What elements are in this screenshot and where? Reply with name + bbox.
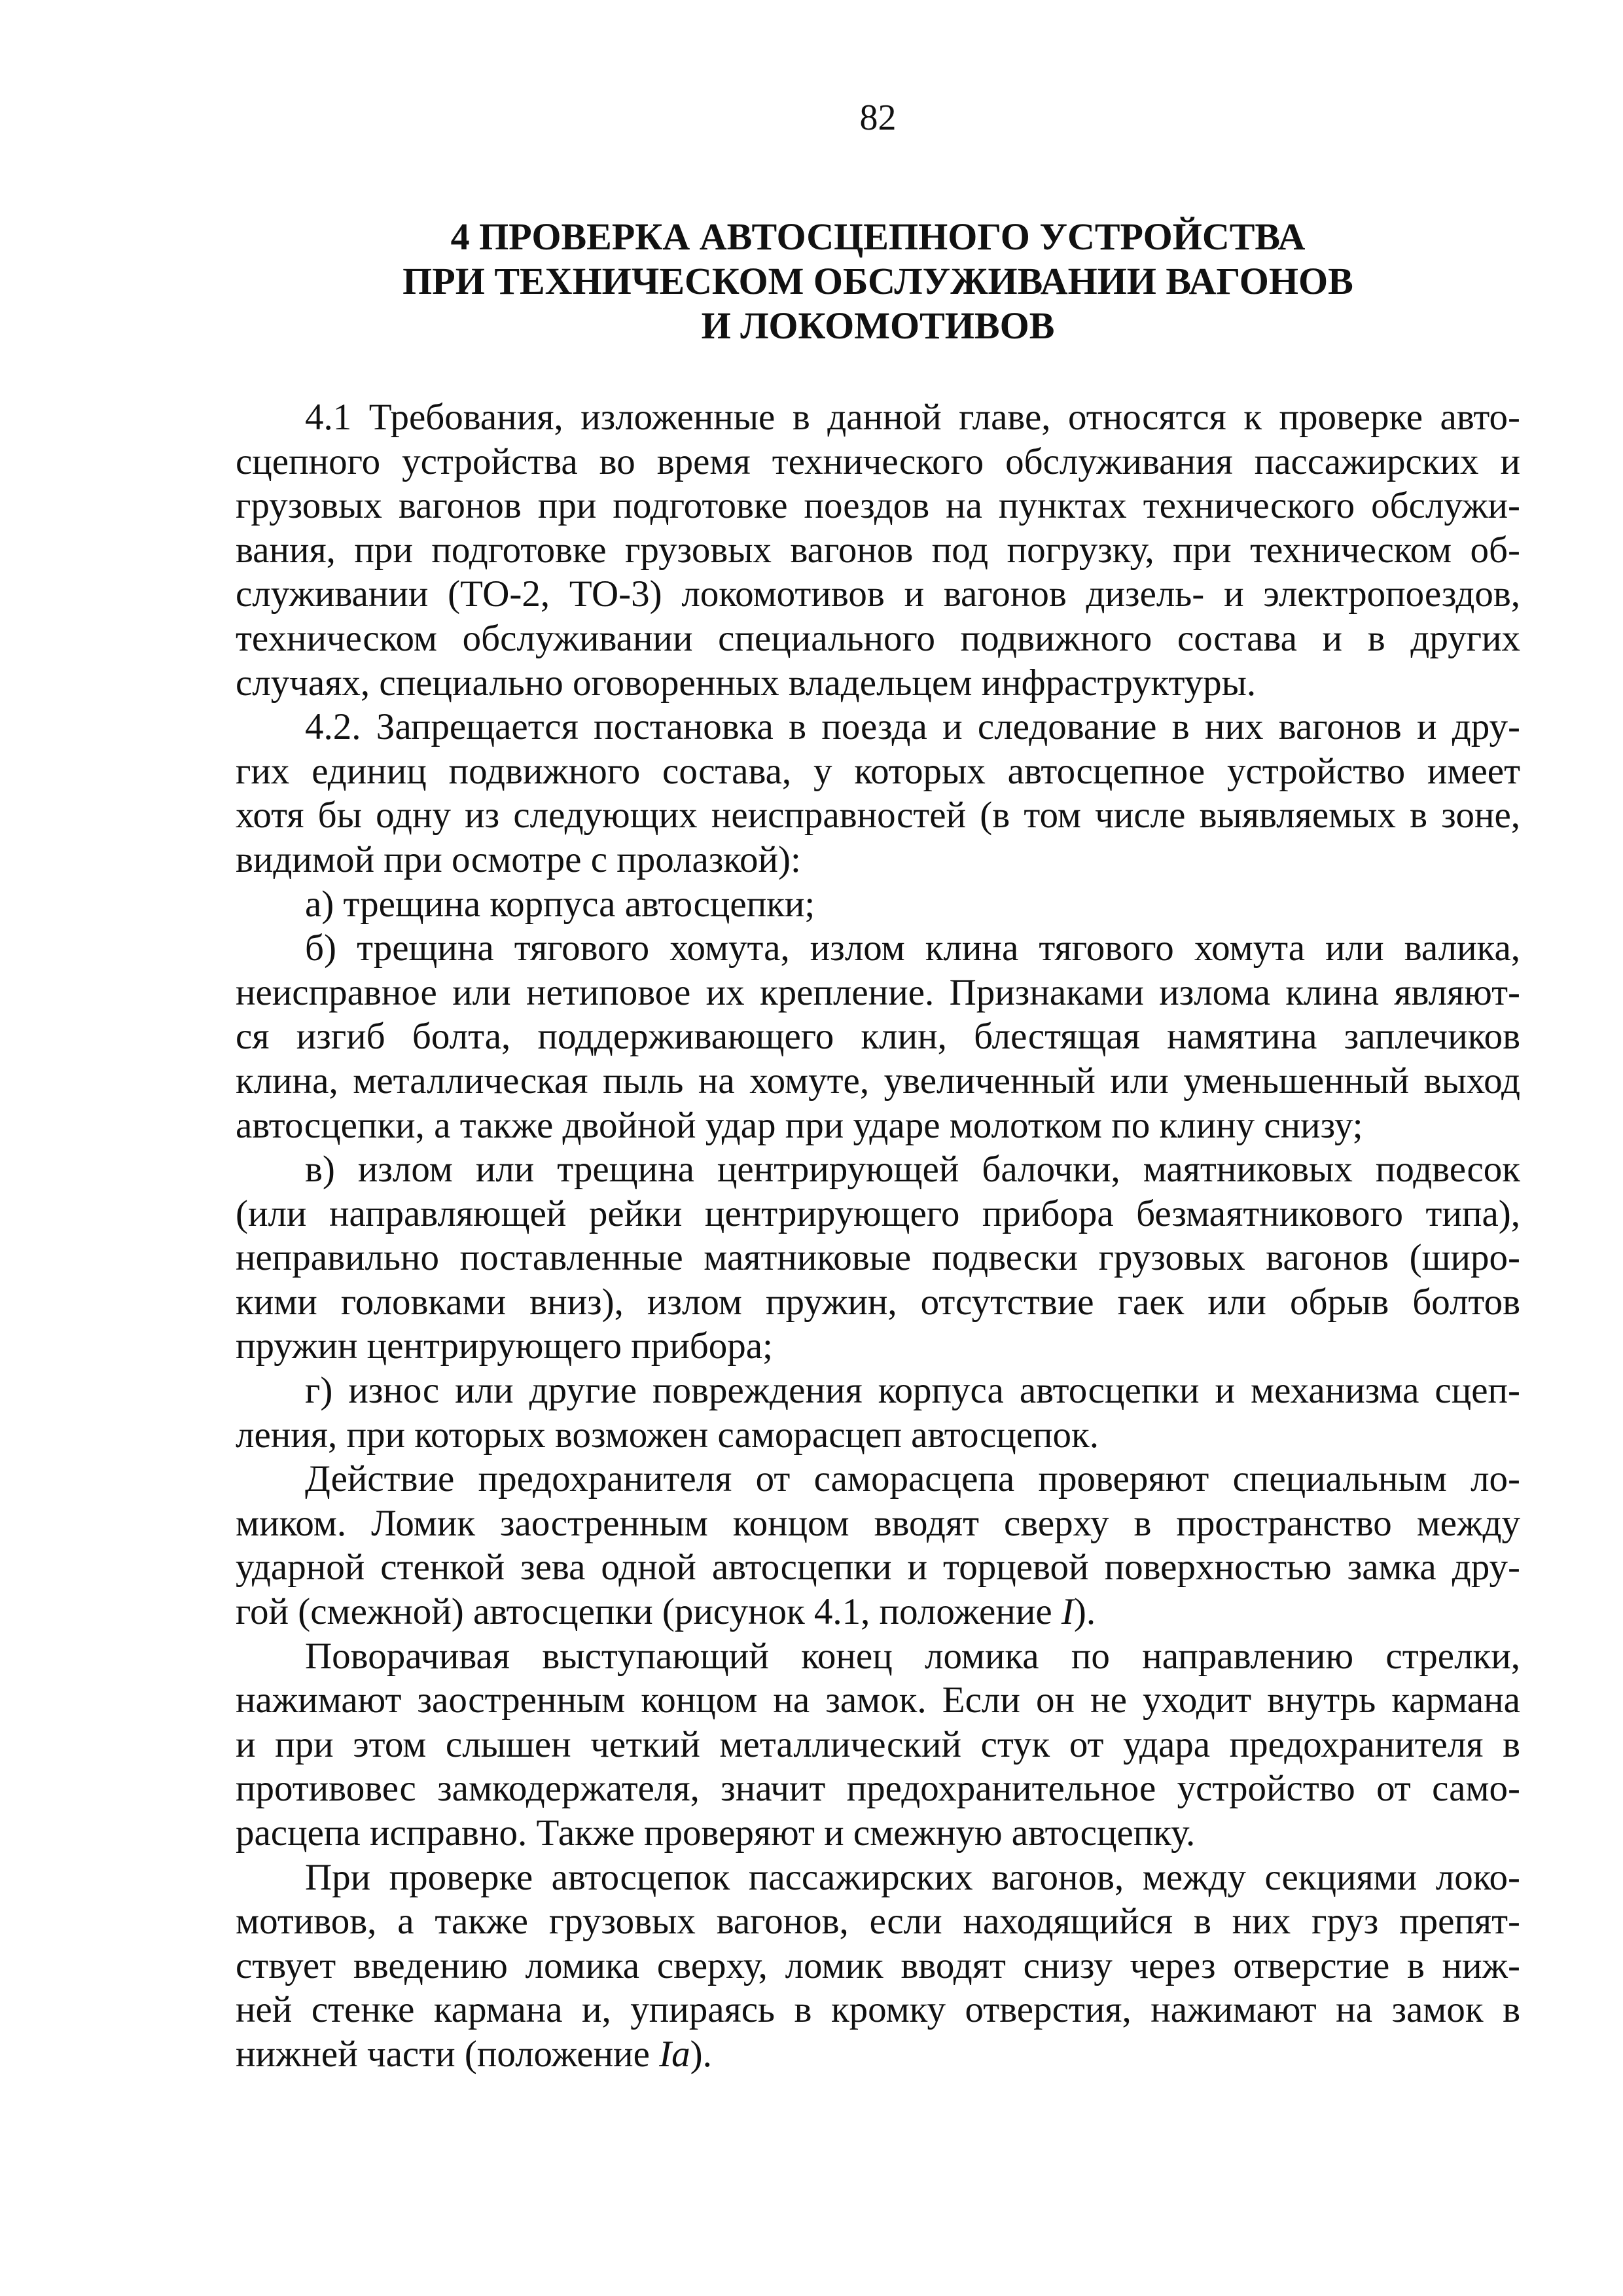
text-line: (или направляющей рейки центрирующего прибора безмаятникового типа), xyxy=(236,1193,1520,1234)
text-line: расцепа исправно. Также проверяют и смежную автосцепку. xyxy=(236,1812,1196,1854)
text-segment: гой (смежной) автосцепки (рисунок 4.1, положение xyxy=(236,1591,1061,1633)
text-line: гих единиц подвижного состава, у которых автосцепное устройство имеет xyxy=(236,750,1520,792)
italic-reference: I xyxy=(1061,1591,1074,1633)
text-line: ней стенке кармана и, упираясь в кромку отверстия, нажимают на замок в xyxy=(236,1989,1520,2031)
text-line xyxy=(236,1590,1520,1634)
text-line: противовес замкодержателя, значит предохранительное устройство от само- xyxy=(236,1768,1520,1810)
text-line: неправильно поставленные маятниковые подвески грузовых вагонов (широ- xyxy=(236,1237,1520,1279)
text-line: ления, при которых возможен саморасцеп автосцепок. xyxy=(236,1414,1099,1456)
text-line xyxy=(236,2032,1520,2077)
paragraph xyxy=(236,1856,1520,2077)
text-segment: нижней части (положение xyxy=(236,2033,660,2075)
text-line: Действие предохранителя от саморасцепа проверяют специальным ло- xyxy=(305,1458,1520,1500)
text-segment: ). xyxy=(690,2033,712,2075)
italic-reference: Iа xyxy=(659,2033,690,2075)
text-line: клина, металлическая пыль на хомуте, увеличенный или уменьшенный выход xyxy=(236,1060,1520,1102)
text-line: грузовых вагонов при подготовке поездов на пунктах технического обслужи- xyxy=(236,485,1520,527)
text-line: автосцепки, а также двойной удар при ударе молотком по клину снизу; xyxy=(236,1104,1363,1146)
text-line: 4.1 Требования, изложенные в данной главе, относятся к проверке авто- xyxy=(305,397,1520,438)
text-line: техническом обслуживании специального подвижного состава и в других xyxy=(236,617,1520,659)
page-number: 82 xyxy=(859,98,897,138)
text-line: неисправное или нетиповое их крепление. Признаками излома клина являют- xyxy=(236,971,1520,1013)
text-line: а) трещина корпуса автосцепки; xyxy=(305,883,815,925)
chapter-title xyxy=(236,215,1520,348)
text-line: случаях, специально оговоренных владельцем инфраструктуры. xyxy=(236,662,1257,704)
text-line: миком. Ломик заостренным концом вводят сверху в пространство между xyxy=(236,1502,1520,1544)
text-line: ударной стенкой зева одной автосцепки и торцевой поверхностью замка дру- xyxy=(236,1547,1520,1588)
chapter-title-line: ПРИ ТЕХНИЧЕСКОМ ОБСЛУЖИВАНИИ ВАГОНОВ xyxy=(402,260,1353,302)
paragraph xyxy=(236,705,1520,882)
text-line: кими головками вниз), излом пружин, отсутствие гаек или обрыв болтов xyxy=(236,1281,1520,1323)
text-line: пружин центрирующего прибора; xyxy=(236,1325,773,1367)
text-line: и при этом слышен четкий металлический стук от удара предохранителя в xyxy=(236,1723,1520,1765)
text-line: мотивов, а также грузовых вагонов, если находящийся в них груз препят- xyxy=(236,1901,1520,1943)
text-line: ствует введению ломика сверху, ломик вводят снизу через отверстие в ниж- xyxy=(236,1945,1520,1986)
text-line: Поворачивая выступающий конец ломика по направлению стрелки, xyxy=(305,1635,1520,1677)
text-line: служивании (ТО-2, ТО-3) локомотивов и вагонов дизель- и электропоездов, xyxy=(236,573,1520,615)
text-line: в) излом или трещина центрирующей балочки, маятниковых подвесок xyxy=(305,1149,1520,1191)
text-line: г) износ или другие повреждения корпуса автосцепки и механизма сцеп- xyxy=(305,1370,1520,1412)
text-line: 4.2. Запрещается постановка в поезда и следование в них вагонов и дру- xyxy=(305,706,1520,748)
paragraph xyxy=(236,1369,1520,1457)
body-text xyxy=(236,395,1520,2077)
paragraph xyxy=(236,395,1520,705)
text-line: При проверке автосцепок пассажирских вагонов, между секциями локо- xyxy=(305,1856,1520,1898)
text-line: хотя бы одну из следующих неисправностей (в том числе выявляемых в зоне, xyxy=(236,795,1520,836)
text-line: вания, при подготовке грузовых вагонов под погрузку, при техническом об- xyxy=(236,529,1520,571)
text-segment: ). xyxy=(1073,1591,1096,1633)
text-line: ся изгиб болта, поддерживающего клин, блестящая намятина заплечиков xyxy=(236,1016,1520,1058)
paragraph xyxy=(236,1457,1520,1634)
chapter-title-line: И ЛОКОМОТИВОВ xyxy=(701,304,1055,347)
paragraph xyxy=(236,1634,1520,1856)
text-line: нажимают заостренным концом на замок. Если он не уходит внутрь кармана xyxy=(236,1679,1520,1721)
text-line: сцепного устройства во время технического обслуживания пассажирских и xyxy=(236,440,1520,482)
paragraph xyxy=(236,926,1520,1147)
paragraph xyxy=(236,1147,1520,1369)
text-line: видимой при осмотре с пролазкой): xyxy=(236,838,801,880)
chapter-title-line: 4 ПРОВЕРКА АВТОСЦЕПНОГО УСТРОЙСТВА xyxy=(450,215,1306,258)
paragraph xyxy=(236,882,1520,927)
text-line: б) трещина тягового хомута, излом клина тягового хомута или валика, xyxy=(305,927,1520,969)
